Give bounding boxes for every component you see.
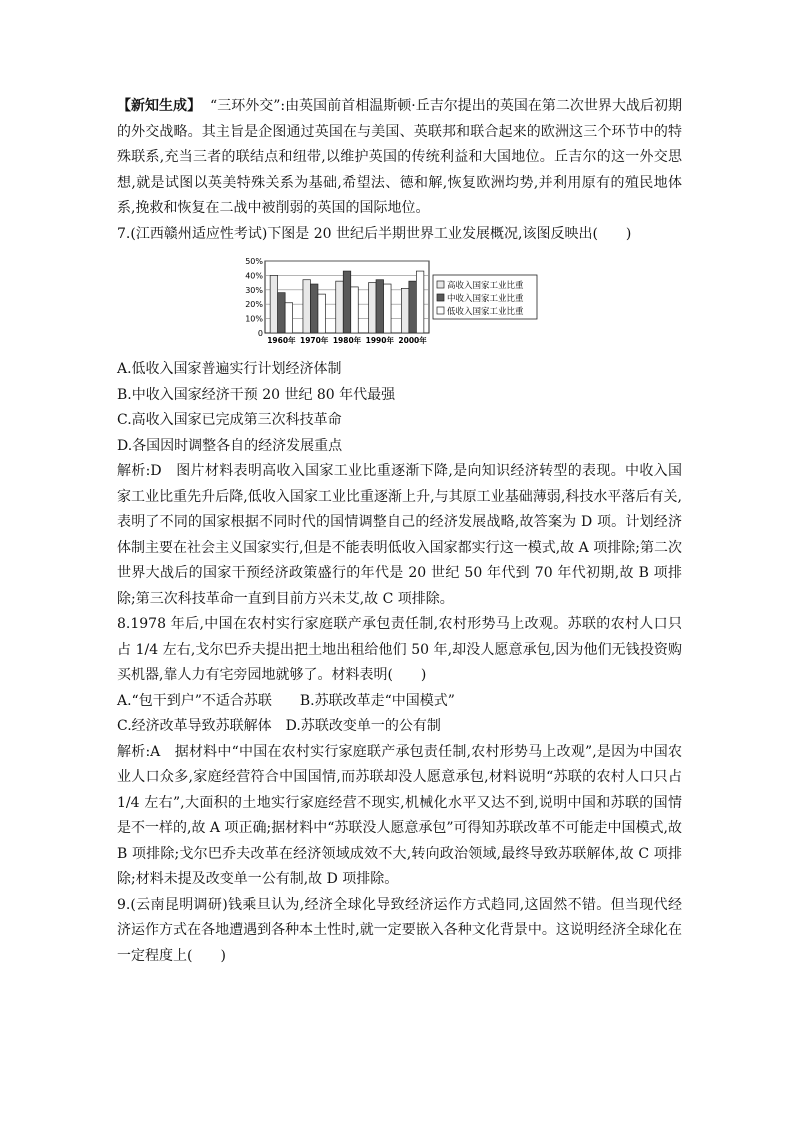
x-tick-label: 2000年: [398, 336, 427, 345]
x-tick-label: 1970年: [300, 336, 329, 345]
bar: [285, 303, 293, 333]
q8-stem: 8.1978 年后,中国在农村实行家庭联产承包责任制,农村形势马上改观。苏联的农村人口只占 1/4 左右,戈尔巴乔夫提出把土地出租给他们 50 年,却没人愿意承包,因为他们无钱投资购买机器,靠人力有宅旁园地就够了。材料表明( ): [117, 616, 682, 683]
legend-swatch: [437, 281, 444, 288]
intro-paragraph: [117, 94, 682, 222]
industry-chart: [117, 249, 682, 349]
q9-stem: 9.(云南昆明调研)钱乘旦认为,经济全球化导致经济运作方式趋同,这固然不错。但当现代经济运作方式在各地遭遇到各种本土性时,就一定要嵌入各种文化背景中。这说明经济全球化在一定程度上( ): [117, 896, 682, 964]
y-tick-label: 0: [257, 329, 263, 338]
q8-analysis: 解析:A 据材料中“中国在农村实行家庭联产承包责任制,农村形势马上改观”,是因为中国农业人口众多,家庭经营符合中国国情,而苏联却没人愿意承包,材料说明“苏联的农村人口只占 1/4 左右”,大面积的土地实行家庭经营不现实,机械化水平又达不到,说明中国和苏联的国情是不一样的,故 A 项正确;据材料中“苏联没人愿意承包”可得知苏联改革不可能走中国模式,故 B 项排除;戈尔巴乔夫改革在经济领域成效不大,转向政治领域,最终导致苏联解体,故 C 项排除;材料未提及改变单一公有制,故 D 项排除。: [117, 743, 682, 887]
y-tick-label: 20%: [245, 300, 263, 310]
bar: [270, 275, 278, 333]
y-tick-label: 40%: [245, 271, 263, 281]
industry-bar-chart: [237, 249, 557, 349]
bar: [318, 294, 326, 333]
q7-analysis: 解析:D 图片材料表明高收入国家工业比重逐渐下降,是向知识经济转型的表现。中收入国家工业比重先升后降,低收入国家工业比重逐渐上升,与其原工业基础薄弱,科技水平落后有关,表明了不同的国家根据不同时代的国情调整自己的经济发展战略,故答案为 D 项。计划经济体制主要在社会主义国家实行,但是不能表明低收入国家都实行这一模式,故 A 项排除;第二次世界大战后的国家干预经济政策盛行的年代是 20 世纪 50 年代到 70 年代初期,故 B 项排除;第三次科技革命一直到目前方兴未艾,故 C 项排除。: [117, 463, 682, 607]
y-tick-label: 50%: [245, 257, 263, 266]
legend-label: 低收入国家工业比重: [447, 307, 524, 317]
bar: [278, 293, 286, 333]
x-tick-label: 1960年: [267, 336, 296, 345]
intro-tag: 【新知生成】: [117, 98, 202, 114]
x-tick-label: 1980年: [332, 336, 362, 345]
document-page: [117, 94, 682, 969]
bar: [384, 284, 392, 333]
legend-label: 中收入国家工业比重: [447, 294, 524, 304]
bar: [401, 288, 409, 333]
x-tick-label: 1990年: [365, 336, 394, 345]
bar: [416, 271, 424, 333]
q7-option-b: B.中收入国家经济干预 20 世纪 80 年代最强: [117, 386, 396, 403]
bar: [310, 284, 318, 333]
q7-option-a: A.低收入国家普遍实行计划经济体制: [117, 361, 342, 377]
bar: [343, 271, 351, 333]
bar: [336, 281, 344, 333]
bar: [303, 280, 311, 333]
bar: [409, 281, 417, 333]
bar: [369, 283, 377, 333]
q7-option-d: D.各国因时调整各自的经济发展重点: [117, 437, 343, 454]
y-tick-label: 30%: [245, 285, 263, 295]
legend-label: 高收入国家工业比重: [447, 281, 524, 291]
legend-swatch: [437, 294, 444, 301]
intro-text: “三环外交”:由英国前首相温斯顿·丘吉尔提出的英国在第二次世界大战后初期的外交战略。其主旨是企图通过英国在与美国、英联邦和联合起来的欧洲这三个环节中的特殊联系,充当三者的联结点和纽带,以维护英国的传统利益和大国地位。丘吉尔的这一外交思想,就是试图以英美特殊关系为基础,希望法、德和解,恢复欧洲均势,并利用原有的殖民地体系,挽救和恢复在二战中被削弱的英国的国际地位。: [117, 98, 683, 216]
bar: [376, 280, 384, 333]
bar: [351, 287, 359, 333]
y-tick-label: 10%: [245, 314, 263, 324]
q7-stem: 7.(江西赣州适应性考试)下图是 20 世纪后半期世界工业发展概况,该图反映出( ): [117, 225, 632, 242]
q7-option-c: C.高收入国家已完成第三次科技革命: [117, 412, 342, 428]
q8-options-row2: C.经济改革导致苏联解体 D.苏联改变单一的公有制: [117, 718, 441, 734]
legend-swatch: [437, 307, 444, 314]
q8-options-row1: A.“包干到户”不适合苏联 B.苏联改革走“中国模式”: [117, 692, 455, 709]
